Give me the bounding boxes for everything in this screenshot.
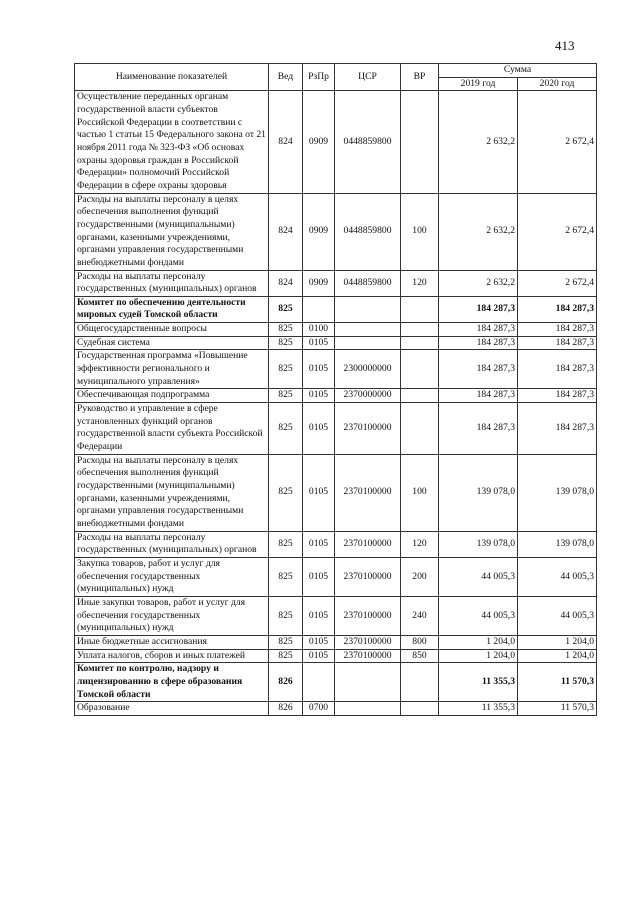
row-ved-cell: 825 [269,454,303,531]
row-name-cell: Уплата налогов, сборов и иных платежей [75,649,269,663]
row-csr-cell: 2370100000 [335,403,401,455]
table-row [75,649,597,663]
row-ved-cell: 826 [269,663,303,702]
row-rzpr-cell: 0105 [303,635,335,649]
row-2020-cell: 184 287,3 [518,323,597,337]
row-2019-cell: 139 078,0 [439,531,518,557]
row-2020-cell: 2 672,4 [518,193,597,270]
row-name-cell: Расходы на выплаты персоналу в целях обеспечения выполнения функций государственными (муниципальными) органами, казенными учреждениями, органами управления государственными внебюджетными фондами [75,193,269,270]
row-name-cell: Иные закупки товаров, работ и услуг для обеспечения государственных (муниципальных) нужд [75,596,269,635]
row-csr-cell: 0448859800 [335,91,401,193]
row-vr-cell: 240 [401,596,439,635]
row-ved-cell: 824 [269,193,303,270]
table-row [75,336,597,350]
row-rzpr-cell [303,296,335,322]
row-2019-cell: 44 005,3 [439,596,518,635]
table-row [75,635,597,649]
row-ved-cell: 825 [269,389,303,403]
header-sum: Сумма [439,64,597,78]
row-vr-cell: 120 [401,270,439,296]
row-name-cell: Государственная программа «Повышение эффективности регионального и муниципального управления» [75,350,269,389]
row-name-cell: Закупка товаров, работ и услуг для обеспечения государственных (муниципальных) нужд [75,557,269,596]
table-row [75,91,597,193]
row-rzpr-cell: 0105 [303,596,335,635]
row-vr-cell [401,91,439,193]
row-name-cell: Расходы на выплаты персоналу государственных (муниципальных) органов [75,531,269,557]
table-row [75,596,597,635]
row-2020-cell: 139 078,0 [518,454,597,531]
row-rzpr-cell: 0909 [303,91,335,193]
row-vr-cell: 800 [401,635,439,649]
row-ved-cell: 825 [269,531,303,557]
row-csr-cell [335,336,401,350]
row-ved-cell: 825 [269,336,303,350]
row-2019-cell: 2 632,2 [439,193,518,270]
row-csr-cell [335,323,401,337]
header-2020: 2020 год [518,77,597,91]
row-2020-cell: 184 287,3 [518,350,597,389]
row-csr-cell: 2370100000 [335,531,401,557]
row-rzpr-cell: 0105 [303,531,335,557]
table-row [75,389,597,403]
row-vr-cell [401,323,439,337]
header-2019: 2019 год [439,77,518,91]
row-rzpr-cell: 0700 [303,702,335,716]
row-rzpr-cell: 0100 [303,323,335,337]
header-row [75,64,597,78]
row-2019-cell: 184 287,3 [439,389,518,403]
row-2019-cell: 184 287,3 [439,403,518,455]
row-2020-cell: 184 287,3 [518,389,597,403]
row-csr-cell: 2370100000 [335,557,401,596]
row-rzpr-cell: 0105 [303,389,335,403]
row-name-cell: Расходы на выплаты персоналу в целях обеспечения выполнения функций государственными (муниципальными) органами, казенными учреждениями, органами управления государственными внебюджетными фондами [75,454,269,531]
row-csr-cell: 2370100000 [335,649,401,663]
row-ved-cell: 825 [269,557,303,596]
row-ved-cell: 825 [269,649,303,663]
row-2019-cell: 2 632,2 [439,91,518,193]
row-2019-cell: 2 632,2 [439,270,518,296]
row-2019-cell: 184 287,3 [439,336,518,350]
row-ved-cell: 826 [269,702,303,716]
row-2020-cell: 44 005,3 [518,596,597,635]
row-2020-cell: 184 287,3 [518,336,597,350]
row-vr-cell [401,702,439,716]
row-2020-cell: 11 570,3 [518,663,597,702]
row-csr-cell: 2370100000 [335,635,401,649]
row-vr-cell: 100 [401,193,439,270]
page-number: 413 [555,38,575,53]
table-row [75,350,597,389]
row-name-cell: Осуществление переданных органам государственной власти субъектов Российской Федерации в соответствии с частью 1 статьи 15 Федерального закона от 21 ноября 2011 года № 323-ФЗ «Об основах охраны здоровья граждан в Российской Федерации» полномочий Российской Федерации в сфере охраны здоровья [75,91,269,193]
row-vr-cell: 850 [401,649,439,663]
row-name-cell: Судебная система [75,336,269,350]
table-row [75,270,597,296]
budget-table [74,63,597,716]
table-row [75,663,597,702]
row-rzpr-cell: 0105 [303,403,335,455]
row-2019-cell: 184 287,3 [439,323,518,337]
row-rzpr-cell: 0105 [303,649,335,663]
row-rzpr-cell [303,663,335,702]
row-vr-cell [401,663,439,702]
row-vr-cell [401,403,439,455]
row-vr-cell [401,389,439,403]
header-rzpr: РзПр [303,64,335,91]
header-csr: ЦСР [335,64,401,91]
row-name-cell: Комитет по контролю, надзору и лицензированию в сфере образования Томской области [75,663,269,702]
row-csr-cell: 2370100000 [335,454,401,531]
row-2019-cell: 184 287,3 [439,350,518,389]
table-row [75,296,597,322]
table-row [75,557,597,596]
row-rzpr-cell: 0105 [303,557,335,596]
row-vr-cell [401,296,439,322]
header-ved: Вед [269,64,303,91]
row-ved-cell: 825 [269,323,303,337]
row-2020-cell: 1 204,0 [518,635,597,649]
row-name-cell: Руководство и управление в сфере установленных функций органов государственной власти субъекта Российской Федерации [75,403,269,455]
row-2020-cell: 184 287,3 [518,403,597,455]
row-2020-cell: 1 204,0 [518,649,597,663]
row-rzpr-cell: 0909 [303,270,335,296]
row-rzpr-cell: 0105 [303,454,335,531]
row-2019-cell: 1 204,0 [439,649,518,663]
row-csr-cell: 2370100000 [335,596,401,635]
row-name-cell: Образование [75,702,269,716]
row-2019-cell: 1 204,0 [439,635,518,649]
table-body [75,91,597,716]
row-vr-cell: 120 [401,531,439,557]
row-2019-cell: 139 078,0 [439,454,518,531]
table-row [75,702,597,716]
row-2019-cell: 11 355,3 [439,663,518,702]
row-2020-cell: 2 672,4 [518,91,597,193]
row-2019-cell: 184 287,3 [439,296,518,322]
row-ved-cell: 825 [269,635,303,649]
row-2020-cell: 11 570,3 [518,702,597,716]
row-name-cell: Расходы на выплаты персоналу государственных (муниципальных) органов [75,270,269,296]
table-row [75,454,597,531]
row-csr-cell: 0448859800 [335,193,401,270]
row-csr-cell: 2300000000 [335,350,401,389]
row-csr-cell [335,663,401,702]
row-2020-cell: 2 672,4 [518,270,597,296]
row-rzpr-cell: 0909 [303,193,335,270]
row-ved-cell: 824 [269,91,303,193]
row-rzpr-cell: 0105 [303,336,335,350]
row-csr-cell [335,702,401,716]
table-row [75,403,597,455]
row-name-cell: Иные бюджетные ассигнования [75,635,269,649]
row-2019-cell: 44 005,3 [439,557,518,596]
header-vr: ВР [401,64,439,91]
row-name-cell: Комитет по обеспечению деятельности мировых судей Томской области [75,296,269,322]
row-csr-cell [335,296,401,322]
row-csr-cell: 2370000000 [335,389,401,403]
row-ved-cell: 825 [269,596,303,635]
row-ved-cell: 824 [269,270,303,296]
row-csr-cell: 0448859800 [335,270,401,296]
row-name-cell: Обеспечивающая подпрограмма [75,389,269,403]
row-vr-cell [401,350,439,389]
table-row [75,531,597,557]
row-2019-cell: 11 355,3 [439,702,518,716]
row-ved-cell: 825 [269,403,303,455]
table-row [75,193,597,270]
row-vr-cell: 100 [401,454,439,531]
row-name-cell: Общегосударственные вопросы [75,323,269,337]
row-ved-cell: 825 [269,350,303,389]
row-2020-cell: 139 078,0 [518,531,597,557]
header-name: Наименование показателей [75,64,269,91]
row-2020-cell: 44 005,3 [518,557,597,596]
row-ved-cell: 825 [269,296,303,322]
row-vr-cell [401,336,439,350]
table-row [75,323,597,337]
row-rzpr-cell: 0105 [303,350,335,389]
row-vr-cell: 200 [401,557,439,596]
row-2020-cell: 184 287,3 [518,296,597,322]
